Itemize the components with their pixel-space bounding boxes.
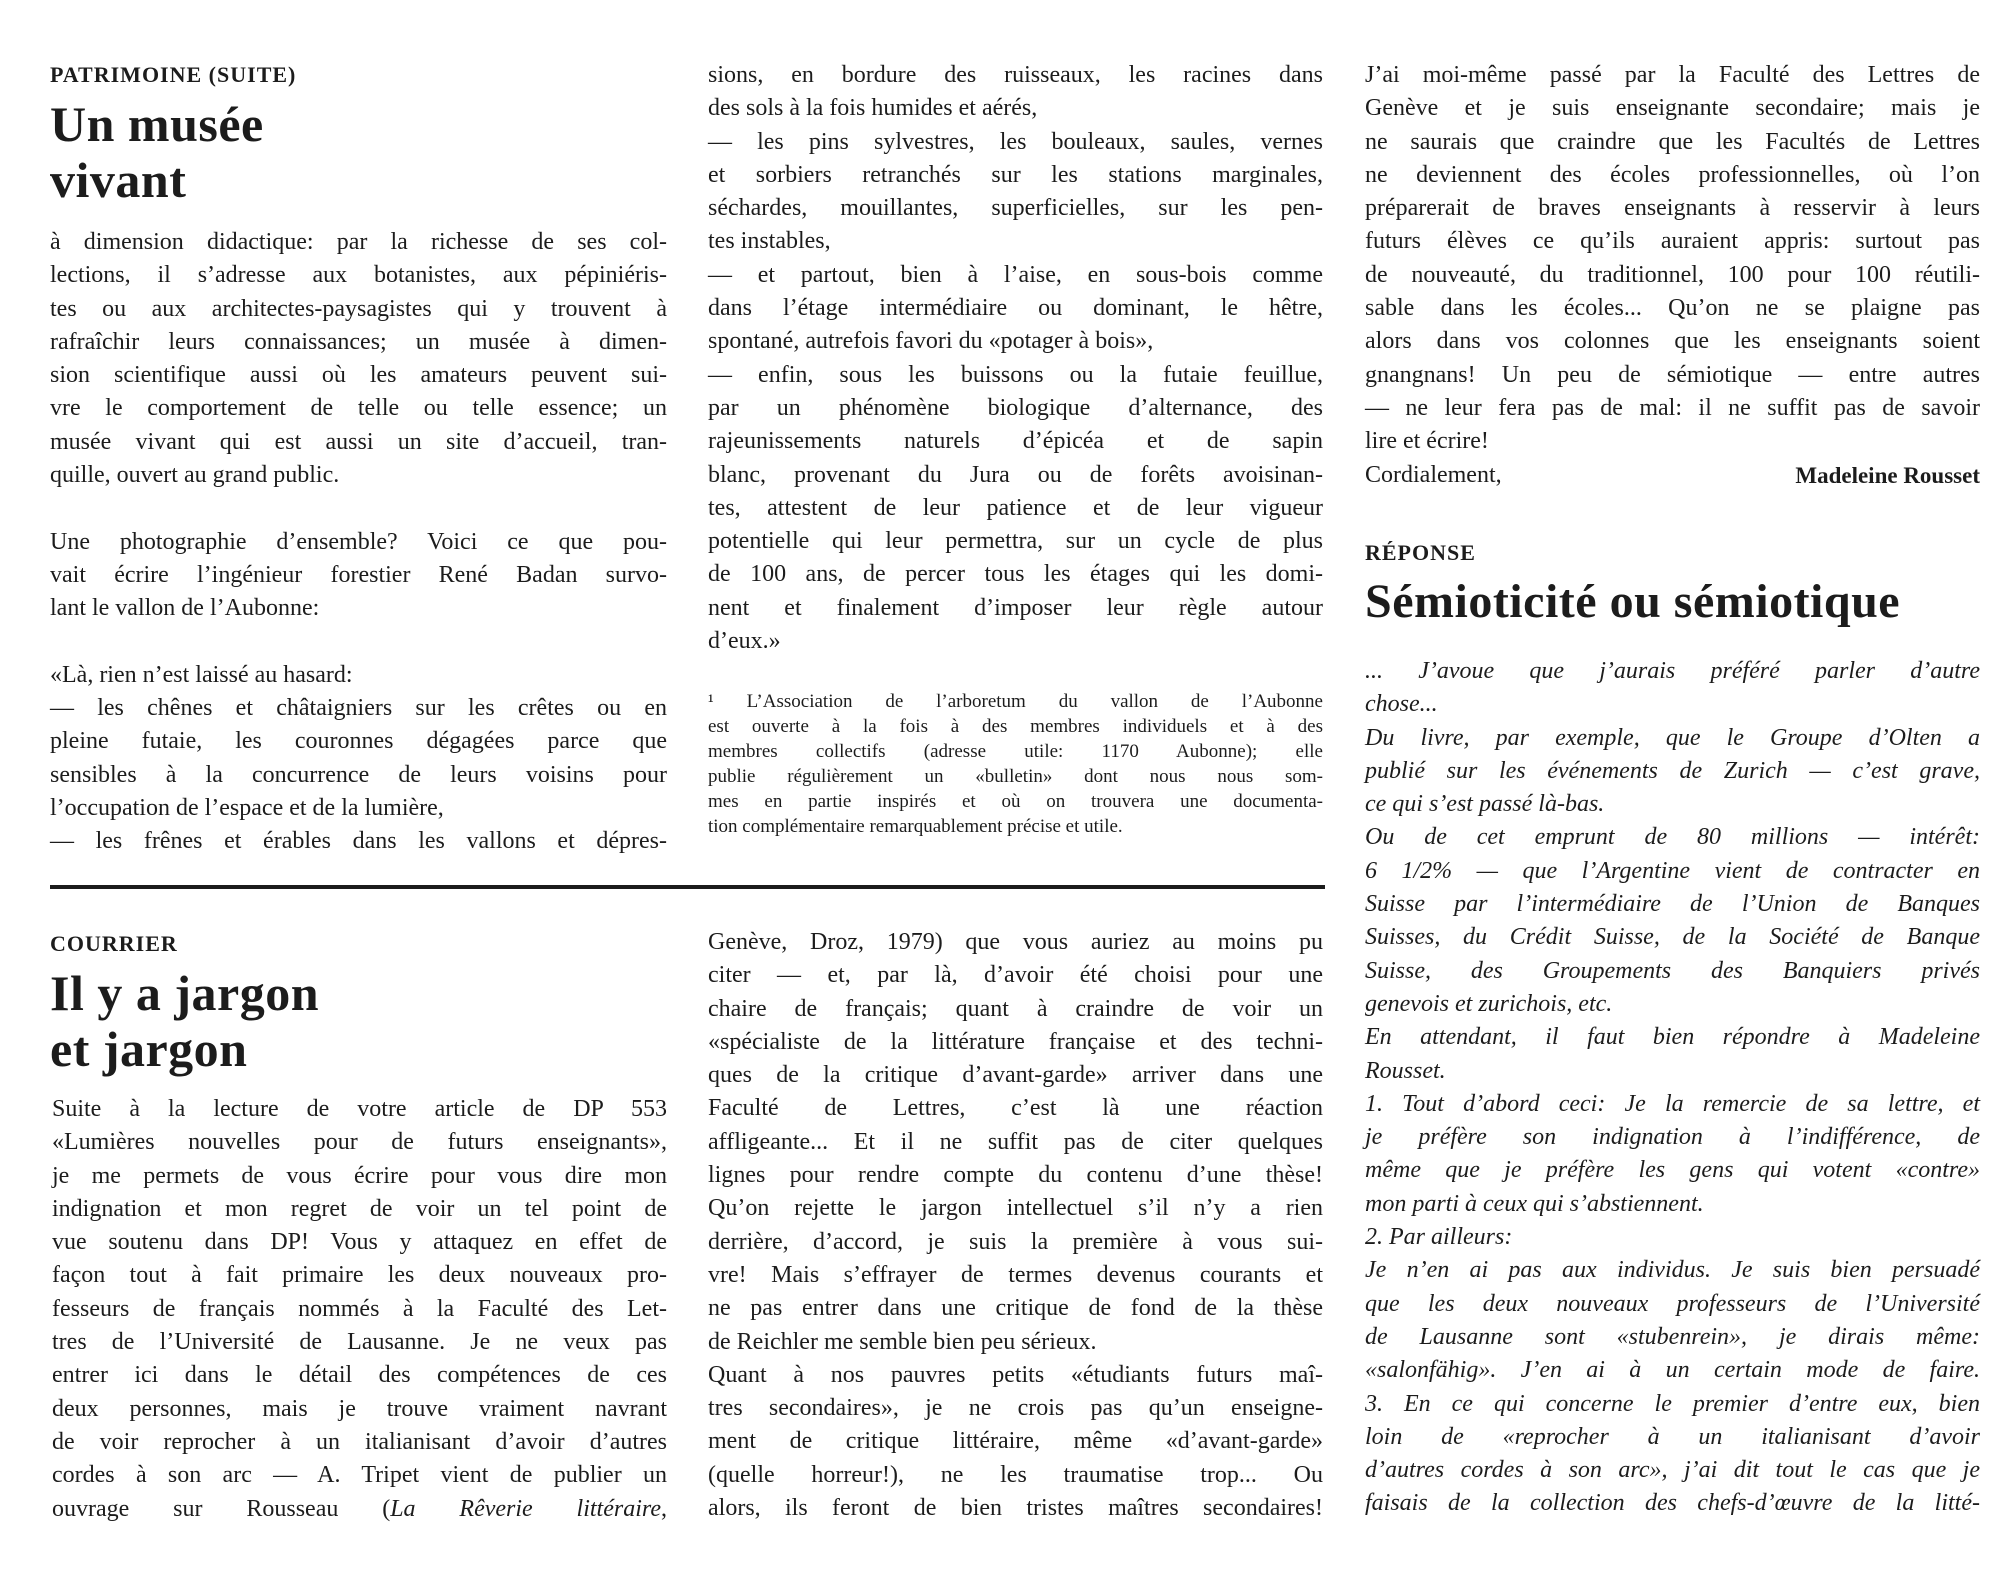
text-line: préparerait de braves enseignants à resservir à leurs: [1365, 195, 1980, 222]
text-line: 1. Tout d’abord ceci: Je la remercie de sa lettre, et: [1365, 1090, 1980, 1117]
text-line: et sorbiers retranchés sur les stations marginales,: [708, 161, 1323, 188]
text-line: «Là, rien n’est laissé au hasard:: [50, 661, 353, 688]
text-line: séchardes, mouillantes, superficielles, sur les pen-: [708, 195, 1323, 222]
text-line: «Lumières nouvelles pour de futurs enseignants»,: [52, 1129, 667, 1156]
text-line: — ne leur fera pas de mal: il ne suffit pas de savoir: [1365, 394, 1980, 421]
footnote-line: est ouverte à la fois à des membres individuels et à des: [708, 716, 1323, 737]
text-line: sion scientifique aussi où les amateurs peuvent sui-: [50, 362, 667, 389]
text-line: — et partout, bien à l’aise, en sous-bois comme: [708, 261, 1323, 288]
text-line: vre! Mais s’effrayer de termes devenus courants et: [708, 1261, 1323, 1288]
text-line: sable dans les écoles... Qu’on ne se plaigne pas: [1365, 295, 1980, 322]
text-line: Genève, Droz, 1979) que vous auriez au moins pu: [708, 929, 1323, 955]
text-line: nent et finalement d’imposer leur règle autour: [708, 594, 1323, 621]
text-line: ne saurais que craindre que les Facultés de Lettres: [1365, 128, 1980, 155]
text-line: «salonfähig». J’en ai à un certain mode de faire.: [1365, 1357, 1980, 1384]
text-line: sensibles à la concurrence de leurs voisins pour: [50, 761, 667, 788]
text-line: vue soutenu dans DP! Vous y attaquez en effet de: [52, 1229, 667, 1256]
text-line: de Lausanne sont «stubenrein», je dirais même:: [1365, 1323, 1980, 1350]
patrimoine-title-line-1: Un musée: [50, 96, 264, 152]
text-line: pleine futaie, les couronnes dégagées parce que: [50, 728, 667, 755]
text-line: — les frênes et érables dans les vallons et dépres-: [50, 828, 667, 855]
text-line: Suisse, des Groupements des Banquiers privés: [1365, 957, 1980, 984]
text-line: tes, attestent de leur patience et de leur vigueur: [708, 494, 1323, 521]
text-line: «spécialiste de la littérature française et des techni-: [708, 1028, 1323, 1055]
text-line: ne pas entrer dans une critique de fond de la thèse: [708, 1295, 1323, 1322]
text-line: citer — et, par là, d’avoir été choisi pour une: [708, 962, 1323, 989]
text-line: tres secondaires», je ne crois pas qu’un enseigne-: [708, 1395, 1323, 1422]
text-line: — les pins sylvestres, les bouleaux, saules, vernes: [708, 128, 1323, 155]
text-line: musée vivant qui est aussi un site d’accueil, tran-: [50, 428, 667, 455]
text-line: 6 1/2% — que l’Argentine vient de contracter en: [1365, 857, 1980, 884]
text-line: ... J’avoue que j’aurais préféré parler d’autre: [1365, 658, 1980, 684]
text-line: l’occupation de l’espace et de la lumière,: [50, 795, 444, 822]
patrimoine-footnote: [708, 689, 1323, 839]
patrimoine-column-1: [50, 226, 667, 859]
text-line: que les deux nouveaux professeurs de l’Université: [1365, 1290, 1980, 1317]
text-line: — les chênes et châtaigniers sur les crêtes ou en: [50, 695, 667, 722]
text-line: 2. Par ailleurs:: [1365, 1224, 1513, 1251]
text-line: cordes à son arc — A. Tripet vient de publier un: [52, 1462, 667, 1489]
text-line: Quant à nos pauvres petits «étudiants futurs maî-: [708, 1361, 1323, 1388]
patrimoine-title: [50, 96, 670, 208]
text-line: dans l’étage intermédiaire ou dominant, le hêtre,: [708, 295, 1323, 322]
footnote-line: tion complémentaire remarquablement précise et utile.: [708, 816, 1123, 837]
letter-signature-row: [1365, 459, 1980, 492]
text-fragment: ,: [661, 1495, 667, 1522]
text-line: blanc, provenant du Jura ou de forêts avoisinan-: [708, 461, 1323, 488]
courrier-title-line-1: Il y a jargon: [50, 965, 319, 1021]
text-line: affligeante... Et il ne suffit pas de citer quelques: [708, 1128, 1323, 1155]
text-line: ne deviennent des écoles professionnelles, où l’on: [1365, 161, 1980, 188]
text-line: des sols à la fois humides et aérés,: [708, 95, 1038, 122]
text-line: Genève et je suis enseignante secondaire; mais je: [1365, 95, 1980, 122]
reponse-header: [1365, 540, 1980, 630]
reponse-kicker: RÉPONSE: [1365, 540, 1476, 565]
book-title: La Rêverie littéraire: [390, 1495, 661, 1522]
text-line: Une photographie d’ensemble? Voici ce que pou-: [50, 528, 667, 555]
text-line: rajeunissements naturels d’épicéa et de sapin: [708, 428, 1323, 455]
text-line: genevois et zurichois, etc.: [1365, 990, 1613, 1017]
courrier-column-2: [708, 926, 1323, 1525]
text-line: lignes pour rendre compte du contenu d’une thèse!: [708, 1162, 1323, 1189]
text-line: 3. En ce qui concerne le premier d’entre eux, bien: [1365, 1390, 1980, 1417]
text-line: Du livre, par exemple, que le Groupe d’Olten a: [1365, 724, 1980, 751]
text-line: loin de «reprocher à un italianisant d’avoir: [1365, 1423, 1980, 1450]
courrier-header: [50, 931, 670, 1077]
text-line: à dimension didactique: par la richesse de ses col-: [50, 229, 667, 255]
text-line: tes instables,: [708, 228, 831, 255]
footnote-line: mes en partie inspirés et où on trouvera une documenta-: [708, 791, 1323, 812]
text-line: sions, en bordure des ruisseaux, les racines dans: [708, 62, 1323, 88]
closing: Cordialement,: [1365, 461, 1502, 488]
text-line: vre le comportement de telle ou telle essence; un: [50, 395, 667, 422]
text-line: Qu’on rejette le jargon intellectuel s’il n’y a rien: [708, 1195, 1323, 1222]
text-line: publié sur les événements de Zurich — c’est grave,: [1365, 757, 1980, 784]
text-line: de 100 ans, de percer tous les étages qui les domi-: [708, 561, 1323, 588]
text-line: Suisse par l’intermédiaire de l’Union de Banques: [1365, 891, 1980, 918]
text-line: En attendant, il faut bien répondre à Madeleine: [1365, 1024, 1980, 1051]
courrier-column-1: [52, 1093, 667, 1526]
text-line: par un phénomène biologique d’alternance, des: [708, 394, 1323, 421]
text-line: derrière, d’accord, je suis la première à vous sui-: [708, 1228, 1323, 1255]
reponse-title: Sémioticité ou sémiotique: [1365, 575, 1901, 628]
courrier-kicker: COURRIER: [50, 931, 178, 956]
courrier-title: [50, 965, 670, 1077]
text-line: même que je préfère les gens qui votent «contre»: [1365, 1157, 1980, 1184]
text-line: chose...: [1365, 691, 1438, 718]
text-line: vait écrire l’ingénieur forestier René Badan survo-: [50, 561, 667, 588]
text-line: [52, 1493, 667, 1526]
text-line: de voir reprocher à un italianisant d’avoir d’autres: [52, 1428, 667, 1455]
footnote-line: ¹ L’Association de l’arboretum du vallon de l’Aubonne: [708, 691, 1323, 712]
footnote-line: publie régulièrement un «bulletin» dont nous nous som-: [708, 766, 1323, 787]
text-line: futurs élèves ce qu’ils auraient appris: surtout pas: [1365, 228, 1980, 255]
text-line: je me permets de vous écrire pour vous dire mon: [52, 1162, 667, 1189]
text-line: deux personnes, mais je trouve vraiment navrant: [52, 1395, 667, 1422]
text-line: fesseurs de français nommés à la Faculté des Let-: [52, 1295, 667, 1322]
text-line: Suisses, du Crédit Suisse, de la Société de Banque: [1365, 924, 1980, 951]
patrimoine-header: [50, 62, 670, 208]
text-line: Faculté de Lettres, c’est là une réaction: [708, 1095, 1323, 1122]
text-line: quille, ouvert au grand public.: [50, 462, 340, 489]
reponse-body: [1365, 655, 1980, 1521]
text-line: lections, il s’adresse aux botanistes, aux pépiniéris-: [50, 262, 667, 289]
text-line: lant le vallon de l’Aubonne:: [50, 595, 320, 622]
section-divider: [50, 885, 1325, 889]
courrier-title-line-2: et jargon: [50, 1021, 248, 1077]
text-line: alors, ils feront de bien tristes maîtres secondaires!: [708, 1495, 1323, 1522]
text-line: lire et écrire!: [1365, 428, 1489, 455]
text-line: mon parti à ceux qui s’abstiennent.: [1365, 1190, 1704, 1217]
text-line: faisais de la collection des chefs-d’œuvre de la litté-: [1365, 1490, 1980, 1517]
signature: Madeleine Rousset: [1795, 462, 1980, 488]
patrimoine-column-2: [708, 59, 1323, 658]
text-line: de nouveauté, du traditionnel, 100 pour 100 réutili-: [1365, 261, 1980, 288]
text-line: J’ai moi-même passé par la Faculté des Lettres de: [1365, 62, 1980, 88]
text-line: d’eux.»: [708, 628, 781, 655]
text-line: Ou de cet emprunt de 80 millions — intérêt:: [1365, 824, 1980, 851]
patrimoine-title-line-2: vivant: [50, 152, 187, 208]
text-line: ce qui s’est passé là-bas.: [1365, 791, 1605, 818]
text-line: potentielle qui leur permettra, sur un cycle de plus: [708, 528, 1323, 555]
text-line: de Reichler me semble bien peu sérieux.: [708, 1328, 1097, 1355]
courrier-column-3: [1365, 59, 1980, 492]
text-line: Rousset.: [1365, 1057, 1446, 1084]
text-line: Je n’en ai pas aux individus. Je suis bien persuadé: [1365, 1257, 1980, 1284]
text-line: d’autres cordes à son arc», j’ai dit tout le cas que je: [1365, 1457, 1980, 1484]
text-line: (quelle horreur!), ne les traumatise trop... Ou: [708, 1461, 1323, 1488]
text-line: chaire de français; quant à craindre de voir un: [708, 995, 1323, 1022]
text-line: ques de la critique d’avant-garde» arriver dans une: [708, 1062, 1323, 1089]
text-line: tes ou aux architectes-paysagistes qui y trouvent à: [50, 295, 667, 322]
patrimoine-kicker: PATRIMOINE (SUITE): [50, 62, 297, 87]
text-line: je préfère son indignation à l’indifférence, de: [1365, 1124, 1980, 1151]
text-line: indignation et mon regret de voir un tel point de: [52, 1195, 667, 1222]
footnote-line: membres collectifs (adresse utile: 1170 Aubonne); elle: [708, 741, 1323, 762]
text-line: rafraîchir leurs connaissances; un musée à dimen-: [50, 328, 667, 355]
text-line: gnangnans! Un peu de sémiotique — entre autres: [1365, 361, 1980, 388]
text-line: Suite à la lecture de votre article de DP 553: [52, 1096, 667, 1122]
text-fragment: ouvrage sur Rousseau (: [52, 1495, 391, 1522]
text-line: — enfin, sous les buissons ou la futaie feuillue,: [708, 361, 1323, 388]
text-line: façon tout à fait primaire les deux nouveaux pro-: [52, 1262, 667, 1289]
text-line: ment de critique littéraire, même «d’avant-garde»: [708, 1428, 1323, 1455]
text-line: spontané, autrefois favori du «potager à bois»,: [708, 328, 1154, 355]
text-line: alors dans vos colonnes que les enseignants soient: [1365, 328, 1980, 355]
text-line: tres de l’Université de Lausanne. Je ne veux pas: [52, 1329, 667, 1356]
text-line: entrer ici dans le détail des compétences de ces: [52, 1362, 667, 1389]
